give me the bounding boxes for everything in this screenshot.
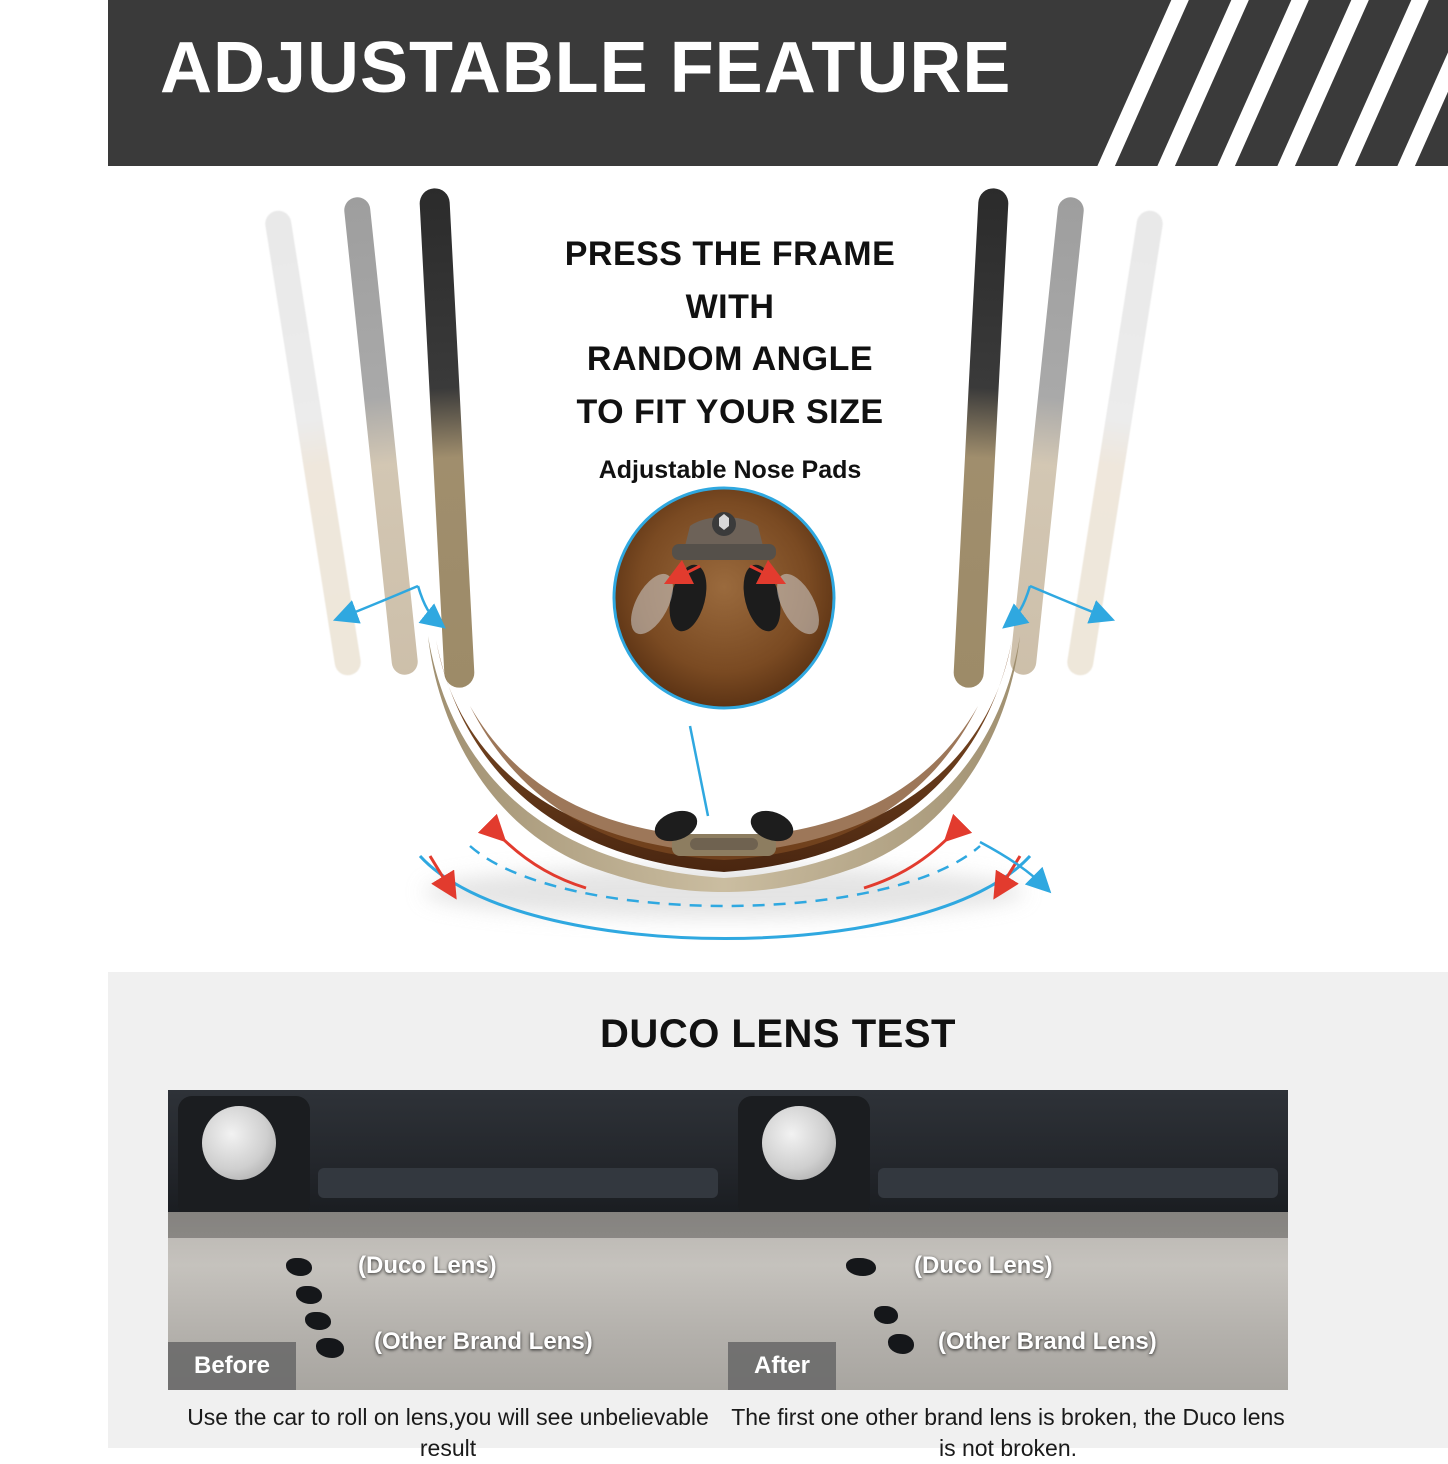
lens-piece (296, 1286, 322, 1304)
lens-piece-broken (874, 1306, 898, 1324)
product-illustration-section (0, 166, 1448, 972)
after-duco-lens-label: (Duco Lens) (914, 1252, 1053, 1279)
lens-piece (305, 1312, 331, 1330)
lens-test-section (108, 972, 1448, 1462)
lens-test-title: DUCO LENS TEST (600, 1012, 956, 1056)
car-shadow (728, 1212, 1288, 1238)
car-shadow (168, 1212, 728, 1238)
header-stripes-decoration (1058, 0, 1448, 166)
lens-piece (286, 1258, 312, 1276)
after-photo (728, 1090, 1288, 1390)
wheel-rim (762, 1106, 836, 1180)
car-tire (738, 1096, 870, 1218)
car-bumper (728, 1090, 1288, 1218)
car-tire (178, 1096, 310, 1218)
before-duco-lens-label: (Duco Lens) (358, 1252, 497, 1279)
header-left-notch (0, 0, 108, 166)
after-caption: The first one other brand lens is broken, the Duco lens is not broken. (731, 1404, 1285, 1462)
after-badge: After (728, 1342, 836, 1390)
hero-heading-line2: RANDOM ANGLE (586, 340, 874, 379)
hero-heading-line1: PRESS THE FRAME WITH (564, 235, 896, 326)
nose-pads-label: Adjustable Nose Pads (598, 456, 862, 484)
lens-piece-broken (888, 1334, 914, 1354)
before-other-brand-label: (Other Brand Lens) (374, 1328, 593, 1355)
page-title: ADJUSTABLE FEATURE (160, 28, 1012, 108)
hero-heading (520, 228, 940, 439)
after-other-brand-label: (Other Brand Lens) (938, 1328, 1157, 1355)
bumper-lip (318, 1168, 718, 1198)
bumper-lip (878, 1168, 1278, 1198)
before-caption: Use the car to roll on lens,you will see unbelievable result (187, 1404, 709, 1462)
hero-heading-line3: TO FIT YOUR SIZE (576, 393, 884, 432)
wheel-rim (202, 1106, 276, 1180)
before-photo (168, 1090, 728, 1390)
before-badge: Before (168, 1342, 296, 1390)
car-bumper (168, 1090, 728, 1218)
header-banner (0, 0, 1448, 166)
